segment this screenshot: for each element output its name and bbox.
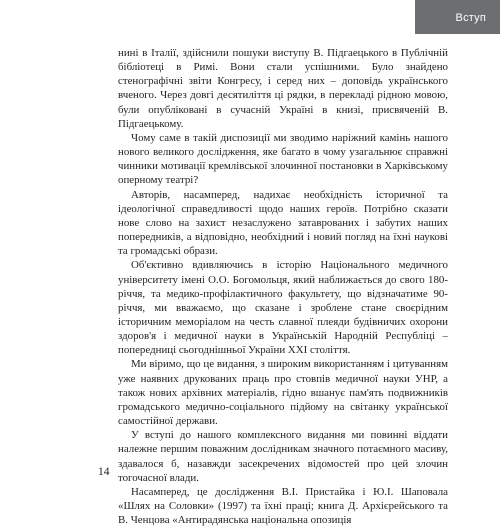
body-text xyxy=(118,46,448,527)
paragraph: Насамперед, це дослідження В.І. Пристайка і Ю.І. Шаповала «Шлях на Соловки» (1997) та їхні праці; книга Д. Архієрейського та В. Ченцова «Антирадянська національна опозиція xyxy=(118,485,448,527)
paragraph: Авторів, насамперед, надихає необхідність історичної та ідеологічної справедливості щодо наших героїв. Потрібно сказати нове слово на захист незаслужено затаврованих і забутих наших попередників, а відповідно, необхідний і новий погляд на їхні наукові та громадські образи. xyxy=(118,188,448,258)
paragraph: У вступі до нашого комплексного видання ми повинні віддати належне першим поважним дослідникам значного потаємного масиву, здавалося б, назавжди засекречених відомостей про цей злочин тогочасної влади. xyxy=(118,429,448,484)
paragraph: Ми віримо, що це видання, з широким використанням і цитуванням уже наявних друкованих праць про стовпів медичної науки УНР, а також нових архівних матеріалів, гідно вшанує пам'ять подвижників громадського медично-соціального підйому на світанку української самостійної держави. xyxy=(118,358,448,428)
paragraph: Чому саме в такій диспозиції ми зводимо наріжний камінь нашого нового великого дослідження, яке багато в чому узагальнює справжні чинники мотивації кремлівської злочинної постановки в Харківському оперному театрі? xyxy=(118,131,448,187)
paragraph: Об'єктивно вдивляючись в історію Національного медичного університету імені О.О. Богомольця, який наближається до свого 180-річчя, та медико-профілактичного факультету, що відзначатиме 90-річчя, ми вважаємо, що сказане і зроблене стане своєрідним історичним меморіалом на честь славної плеяди будівничих охорони здоров'я і медичної науки в Українській Народній Республіці – попередниці сьогоднішньої України XXI століття. xyxy=(118,259,448,357)
section-title: Вступ xyxy=(455,12,486,24)
section-header-tab xyxy=(415,0,500,34)
page-number: 14 xyxy=(98,466,110,478)
paragraph: нині в Італії, здійснили пошуки виступу В. Підгаецького в Публічній бібліотеці в Римі. Вони стали успішними. Було знайдено стенографічні звіти Конгресу, і серед них – доповідь українського вченого. Через довгі десятиліття ці рядки, в перекладі рідною мовою, були опубліковані в сучасній Україні в книзі, присвяченій В. Підгаецькому. xyxy=(118,47,448,130)
